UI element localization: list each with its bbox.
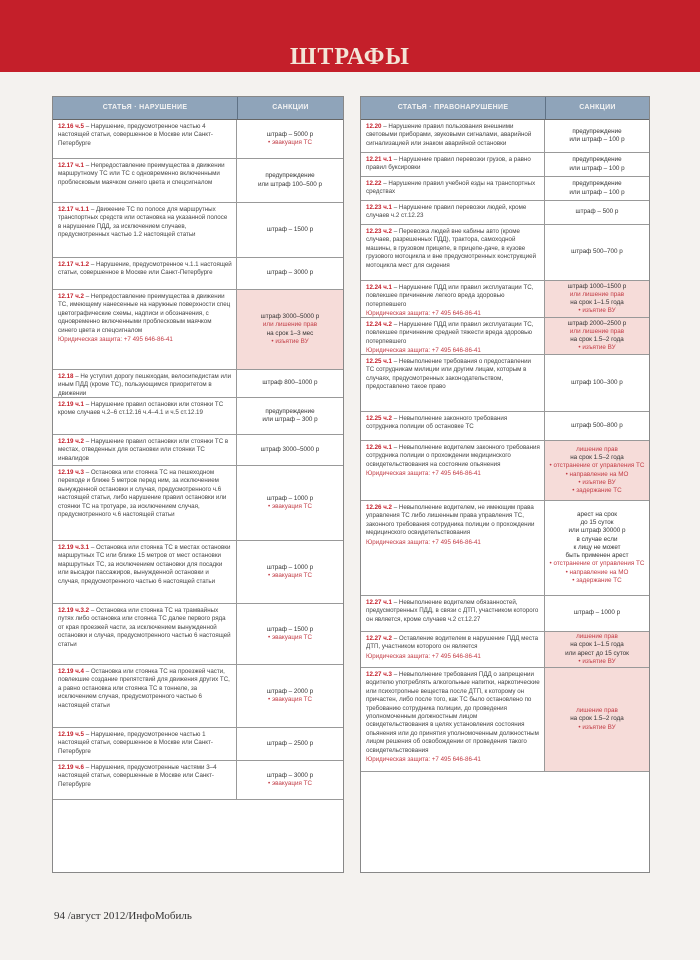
sanction-line: быть применен арест — [565, 552, 629, 560]
article-code: 12.17 ч.1.2 — [58, 261, 90, 268]
article-code: 12.19 ч.3.1 — [58, 544, 90, 551]
sanction-line: • изъятие ВУ — [271, 337, 309, 345]
article-description: – Невыполнение водителем обязанностей, предусмотренных ПДД, в связи с ДТП, участником которого он является, кроме случаев ч.2 ст.12.27 — [366, 599, 539, 623]
table-row — [53, 258, 343, 290]
table-row — [53, 761, 343, 800]
article-cell — [53, 728, 237, 760]
article-cell — [361, 225, 545, 280]
legal-help-phone: Юридическая защита: +7 495 646-86-41 — [366, 652, 481, 660]
sanction-line: к лицу не может — [573, 543, 621, 551]
sanction-line: в случае если — [576, 535, 618, 543]
article-cell — [361, 596, 545, 631]
article-cell — [361, 501, 545, 595]
article-description: – Остановка или стоянка ТС на трамвайных путях либо остановка или стоянка ТС далее первого ряда от края проезжей части, за исключением вынужденной остановки и случая, предусмотренного частью 6 настоящей статьи — [58, 607, 231, 648]
sanction-cell — [545, 318, 649, 354]
article-description: – Нарушение правил учебной езды на транспортных средствах — [366, 180, 536, 196]
sanction-line: • направление на МО — [565, 470, 629, 478]
article-code: 12.17 ч.2 — [58, 293, 84, 300]
article-code: 12.25 ч.1 — [366, 358, 392, 365]
article-description: – Невыполнение водителем законного требования сотрудника полиции о прохождении медицинского освидетельствования на состояние опьянения — [366, 444, 540, 468]
sanction-cell — [237, 728, 343, 760]
left-col-article-header: СТАТЬЯ · НАРУШЕНИЕ — [53, 97, 238, 119]
sanction-cell — [545, 281, 649, 317]
article-description: – Невыполнение водителем, не имеющим права управления ТС либо лишенным права управления ТС, законного требования сотрудника полиции о прохождении медицинского освидетельствования — [366, 504, 535, 537]
legal-help-phone: Юридическая защита: +7 495 646-86-41 — [58, 336, 173, 344]
sanction-line: штраф 3000–5000 р — [260, 445, 320, 453]
article-cell — [53, 466, 237, 540]
article-code: 12.23 ч.2 — [366, 228, 392, 235]
left-col-sanctions-header: САНКЦИИ — [272, 104, 309, 111]
sanction-line: штраф 1000–1500 р — [567, 282, 627, 290]
article-description: – Нарушение ПДД или правил эксплуатации ТС, повлекшее причинение легкого вреда здоровью потерпевшего — [366, 284, 534, 308]
article-cell — [361, 668, 545, 771]
article-cell — [361, 201, 545, 224]
sanction-cell — [237, 290, 343, 369]
article-cell — [53, 203, 237, 257]
right-table-body — [361, 120, 649, 772]
article-code: 12.22 — [366, 180, 382, 187]
article-description: – Остановка или стоянка ТС на пешеходном переходе и ближе 5 метров перед ним, за исключением вынужденной остановки и случая, предусмотренного ч.6 настоящей статьи, либо нарушение правил остановки или стоянки ТС на тротуаре, за исключением случая, предусмотренного ч.6 настоящей статьи — [58, 469, 227, 519]
sanction-cell — [237, 398, 343, 434]
sanction-line: штраф 500–700 р — [571, 248, 623, 256]
sanction-cell — [545, 632, 649, 667]
sanction-line: или штраф 30000 р — [568, 527, 626, 535]
table-row — [361, 668, 649, 772]
article-description: – Невыполнение требования ПДД о запрещении водителю употреблять алкогольные напитки, наркотические или психотропные вещества после ДТП, к которому он причастен, либо после того, как ТС было остановлено по требованию сотрудника полиции, до проведения уполномоченным должностным лицом освидетельствования в целях установления состояния опьянения или до принятия уполномоченным должностным лицом решения об освобождении от проведения такого освидетельствования — [366, 671, 540, 754]
article-description: – Нарушение правил перевозки людей, кроме случаев ч.2 ст.12.23 — [366, 204, 527, 220]
article-description: – Нарушения, предусмотренные частями 3–4 настоящей статьи, совершенные в Москве или Санкт-Петербурге — [58, 764, 217, 788]
article-code: 12.17 ч.1.1 — [58, 206, 90, 213]
sanction-line: • эвакуация ТС — [267, 696, 313, 703]
article-code: 12.19 ч.3 — [58, 469, 84, 476]
article-description: – Невыполнение законного требования сотрудника полиции об остановке ТС — [366, 415, 508, 431]
article-description: – Нарушение правил остановки или стоянки ТС кроме случаев ч.2–6 ст.12.16 ч.4–4.1 и ч.5 ст.12.19 — [58, 401, 224, 417]
sanction-line: на срок 1.5–2 года — [570, 454, 624, 462]
table-row — [361, 120, 649, 153]
table-row — [53, 665, 343, 728]
table-row — [53, 541, 343, 604]
right-table-header — [361, 97, 649, 120]
article-code: 12.19 ч.2 — [58, 438, 84, 445]
sanction-line: штраф – 500 р — [575, 208, 619, 216]
sanction-line: штраф 500–800 р — [571, 421, 623, 429]
sanction-cell — [545, 225, 649, 280]
table-row — [361, 281, 649, 318]
article-code: 12.19 ч.1 — [58, 401, 84, 408]
sanction-line: • изъятие ВУ — [578, 478, 616, 486]
sanction-line: предупреждение — [572, 127, 622, 135]
sanction-cell — [545, 412, 649, 440]
sanction-line: • эвакуация ТС — [267, 780, 313, 787]
article-description: – Не уступил дорогу пешеходам, велосипедистам или иным ПДД (кроме ТС), пользующимся приоритетом в движении — [58, 373, 232, 397]
sanction-line: штраф – 3000 р — [266, 269, 314, 277]
sanction-cell — [237, 541, 343, 603]
page-footer: 94 /август 2012/ИнфоМобиль — [54, 910, 192, 922]
article-cell — [53, 159, 237, 202]
sanction-cell — [237, 120, 343, 158]
sanction-line: или штраф 100–500 р — [257, 180, 323, 188]
table-row — [361, 153, 649, 177]
table-row — [361, 632, 649, 668]
sanction-line: штраф – 5000 р — [266, 130, 314, 138]
legal-help-phone: Юридическая защита: +7 495 646-86-41 — [366, 347, 481, 354]
sanction-line: предупреждение — [572, 156, 622, 164]
article-code: 12.19 ч.3.2 — [58, 607, 90, 614]
left-table-header — [53, 97, 343, 120]
article-description: – Непредоставление преимущества в движении маршрутному ТС или ТС с одновременно включенными проблесковым маячком синего цвета и спецсигналом — [58, 162, 225, 186]
sanction-line: • изъятие ВУ — [578, 307, 616, 315]
article-code: 12.23 ч.1 — [366, 204, 392, 211]
article-code: 12.16 ч.5 — [58, 123, 84, 130]
right-col-sanctions-header: САНКЦИИ — [579, 104, 616, 111]
article-cell — [361, 281, 545, 317]
sanction-line: на срок 1–3 мес — [266, 329, 314, 337]
article-cell — [53, 541, 237, 603]
sanction-line: • изъятие ВУ — [578, 344, 616, 352]
sanction-line: или лишение прав — [262, 321, 318, 329]
table-row — [53, 120, 343, 159]
article-description: – Движение ТС по полосе для маршрутных транспортных средств или остановка на указанной полосе в нарушение ПДД, за исключением случаев, предусмотренных частью 1.2 настоящей статьи — [58, 206, 228, 239]
legal-help-phone: Юридическая защита: +7 495 646-86-41 — [366, 470, 481, 478]
sanction-line: или штраф – 100 р — [569, 188, 625, 196]
article-description: – Нарушение правил перевозки грузов, а равно правил буксировки — [366, 156, 531, 172]
article-description: – Нарушение правил остановки или стоянки ТС в местах, отведенных для остановки или стоянки ТС инвалидов — [58, 438, 229, 462]
article-cell — [361, 120, 545, 152]
article-code: 12.25 ч.2 — [366, 415, 392, 422]
sanction-cell — [545, 668, 649, 771]
sanction-cell — [237, 665, 343, 727]
sanction-line: штраф – 2500 р — [266, 739, 314, 747]
article-cell — [53, 120, 237, 158]
left-table-body — [53, 120, 343, 800]
article-code: 12.27 ч.1 — [366, 599, 392, 606]
sanction-line: предупреждение — [265, 172, 315, 180]
sanction-line: лишение прав — [576, 707, 618, 715]
article-description: – Нарушение ПДД или правил эксплуатации ТС, повлекшее причинение средней тяжести вреда здоровью потерпевшего — [366, 321, 534, 345]
sanction-cell — [237, 761, 343, 799]
sanction-line: • эвакуация ТС — [267, 139, 313, 146]
sanction-cell — [237, 466, 343, 540]
table-row — [361, 177, 649, 201]
sanction-line: штраф – 2000 р — [266, 687, 314, 695]
sanction-cell — [237, 159, 343, 202]
table-row — [53, 203, 343, 258]
article-cell — [361, 318, 545, 354]
sanction-line: штраф 2000–2500 р — [567, 319, 627, 327]
sanction-line: штраф 800–1000 р — [262, 379, 318, 387]
sanction-line: или лишение прав — [569, 327, 625, 335]
article-code: 12.18 — [58, 373, 74, 380]
article-code: 12.27 ч.3 — [366, 671, 392, 678]
article-description: – Непредоставление преимущества в движении ТС, имеющему нанесенные на наружные поверхности спец цветографические схемы, надписи и обозначения, с одновременно включенными проблесковым маячком синего цвета и спецсигналом — [58, 293, 231, 334]
table-row — [361, 501, 649, 596]
sanction-cell — [545, 596, 649, 631]
sanction-line: или штраф – 300 р — [262, 416, 318, 423]
sanction-line: • направление на МО — [565, 568, 629, 576]
sanction-line: или штраф – 100 р — [569, 164, 625, 172]
sanction-cell — [545, 355, 649, 411]
table-row — [361, 355, 649, 412]
article-description: – Невыполнение требования о предоставлении ТС сотрудникам милиции или другим лицам, которым в случаях, предусмотренных законодательством, предоставлено такое право — [366, 358, 532, 391]
table-row — [53, 370, 343, 398]
sanction-line: • изъятие ВУ — [578, 723, 616, 731]
article-cell — [53, 398, 237, 434]
sanction-line: или арест до 15 суток — [565, 649, 629, 657]
table-row — [53, 398, 343, 435]
sanction-cell — [237, 203, 343, 257]
table-row — [53, 728, 343, 761]
article-code: 12.26 ч.2 — [366, 504, 392, 511]
sanction-line: штраф – 1000 р — [266, 494, 314, 502]
article-description: – Остановка или стоянка ТС на проезжей части, повлекшие создание препятствий для движения других ТС, а равно остановка или стоянка ТС в тоннеле, за исключением случая, предусмотренного частью 6 настоящей статьи — [58, 668, 230, 709]
table-row — [361, 318, 649, 355]
article-description: – Оставление водителем в нарушение ПДД места ДТП, участником которого он является — [366, 635, 539, 651]
article-cell — [361, 412, 545, 440]
article-code: 12.19 ч.5 — [58, 731, 84, 738]
sanction-cell — [237, 258, 343, 289]
article-code: 12.24 ч.1 — [366, 284, 392, 291]
article-cell — [361, 355, 545, 411]
legal-help-phone: Юридическая защита: +7 495 646-86-41 — [366, 756, 481, 764]
sanction-line: • отстранение от управления ТС — [549, 462, 645, 470]
article-cell — [361, 153, 545, 176]
table-row — [53, 435, 343, 466]
sanction-line: штраф – 1500 р — [266, 225, 314, 233]
table-row — [361, 225, 649, 281]
article-code: 12.24 ч.2 — [366, 321, 392, 328]
sanction-line: или штраф – 100 р — [569, 136, 625, 143]
sanction-line: • задержание ТС — [572, 576, 622, 584]
sanction-cell — [545, 153, 649, 176]
sanction-line: на срок 1–1.5 года — [570, 299, 624, 306]
table-row — [361, 596, 649, 632]
sanction-cell — [545, 441, 649, 500]
sanction-line: штраф – 1000 р — [266, 563, 314, 571]
article-code: 12.27 ч.2 — [366, 635, 392, 642]
article-code: 12.21 ч.1 — [366, 156, 392, 163]
article-cell — [361, 177, 545, 200]
sanction-line: • эвакуация ТС — [267, 503, 313, 510]
sanction-line: • отстранение от управления ТС — [549, 560, 645, 568]
right-col-article-header: СТАТЬЯ · ПРАВОНАРУШЕНИЕ — [361, 97, 546, 119]
legal-help-phone: Юридическая защита: +7 495 646-86-41 — [366, 538, 481, 546]
article-cell — [53, 665, 237, 727]
article-description: – Нарушение, предусмотренное ч.1.1 настоящей статьи, совершенное в Москве или Санкт-Петербурге — [58, 261, 232, 277]
sanction-line: • эвакуация ТС — [267, 572, 313, 579]
article-cell — [361, 632, 545, 667]
page-title: ШТРАФЫ — [290, 44, 410, 70]
article-cell — [361, 441, 545, 500]
sanction-cell — [545, 201, 649, 224]
sanction-line: арест на срок — [577, 511, 617, 519]
article-cell — [53, 290, 237, 369]
sanction-line: предупреждение — [572, 180, 622, 188]
sanction-line: • задержание ТС — [572, 486, 622, 494]
article-code: 12.26 ч.1 — [366, 444, 392, 451]
article-cell — [53, 435, 237, 465]
article-cell — [53, 604, 237, 664]
sanction-line: или лишение прав — [569, 290, 625, 298]
article-description: – Остановка или стоянка ТС в местах остановки маршрутных ТС или ближе 15 метров от мест остановки маршрутных ТС, за исключением остановки для посадки или высадки пассажиров, вынужденной остановки и случая, предусмотренного частью 6 настоящей статьи — [58, 544, 231, 585]
sanction-cell — [545, 120, 649, 152]
sanction-line: штраф 100–300 р — [571, 378, 623, 386]
sanction-line: штраф – 1500 р — [266, 625, 314, 633]
article-code: 12.19 ч.4 — [58, 668, 84, 675]
article-description: – Нарушение, предусмотренное частью 1 настоящей статьи, совершенное в Москве или Санкт-Петербурге — [58, 731, 213, 755]
sanction-line: до 15 суток — [580, 519, 614, 527]
sanction-line: на срок 1–1.5 года — [570, 641, 624, 649]
sanction-line: • эвакуация ТС — [267, 634, 313, 641]
sanction-cell — [545, 501, 649, 595]
article-cell — [53, 370, 237, 397]
article-code: 12.17 ч.1 — [58, 162, 84, 169]
article-cell — [53, 761, 237, 799]
article-description: – Нарушение правил пользования внешними световыми приборами, звуковыми сигналами, аварийной сигнализацией или знаком аварийной остановки — [366, 123, 532, 147]
right-fines-table — [360, 96, 650, 873]
sanction-line: предупреждение — [265, 407, 315, 415]
table-row — [361, 412, 649, 441]
sanction-line: лишение прав — [576, 445, 618, 453]
table-row — [53, 604, 343, 665]
sanction-cell — [237, 370, 343, 397]
article-code: 12.20 — [366, 123, 382, 130]
sanction-line: штраф – 1000 р — [573, 609, 621, 617]
sanction-line: на срок 1.5–2 года — [570, 336, 624, 343]
table-row — [53, 290, 343, 370]
article-code: 12.19 ч.6 — [58, 764, 84, 771]
table-row — [361, 441, 649, 501]
article-description: – Нарушение, предусмотренное частью 4 настоящей статьи, совершенное в Москве или Санкт-Петербурге — [58, 123, 213, 147]
sanction-line: штраф – 3000 р — [266, 771, 314, 779]
article-description: – Перевозка людей вне кабины авто (кроме случаев, разрешенных ПДД), трактора, самоходной машины, в грузовом прицепе, в прицепе-даче, в кузове грузового мотоцикла и вне предусмотренных конструкцией мотоцикла мест для сидения — [366, 228, 537, 269]
article-cell — [53, 258, 237, 289]
sanction-line: лишение прав — [576, 633, 618, 641]
sanction-line: штраф 3000–5000 р — [260, 313, 320, 321]
table-row — [53, 466, 343, 541]
left-fines-table — [52, 96, 344, 873]
table-row — [361, 201, 649, 225]
legal-help-phone: Юридическая защита: +7 495 646-86-41 — [366, 310, 481, 317]
table-row — [53, 159, 343, 203]
sanction-cell — [237, 604, 343, 664]
sanction-cell — [237, 435, 343, 465]
sanction-cell — [545, 177, 649, 200]
sanction-line: • изъятие ВУ — [578, 657, 616, 665]
sanction-line: на срок 1.5–2 года — [570, 715, 624, 723]
